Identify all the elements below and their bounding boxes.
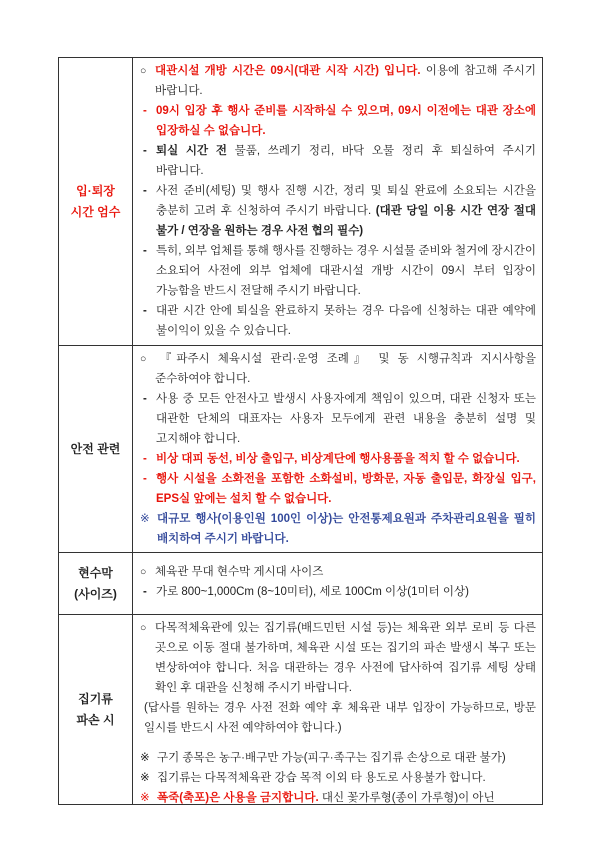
list-item (140, 562, 536, 582)
list-item (140, 509, 536, 549)
reference-mark-icon: ※ (140, 772, 150, 784)
text-segment: 이용에 참고해 주시기 바랍니다. (155, 65, 536, 97)
list-item (140, 349, 536, 389)
row-header-label: 입·퇴장 (76, 183, 115, 198)
list-item (143, 389, 536, 449)
table-row (59, 552, 542, 614)
row-header-cell (59, 346, 133, 552)
text-segment: 물품, 쓰레기 정리, 바닥 오물 정리 후 퇴실하여 주시기 바랍니다. (156, 145, 537, 177)
text-segment: 대규모 행사(이용인원 100인 이상)는 안전통제요원과 주차관리요원을 필히 배치하여 주시기 바랍니다. (157, 513, 536, 545)
circle-bullet-icon: ○ (140, 353, 147, 365)
list-item (140, 748, 536, 768)
list-item (140, 61, 536, 101)
row-header-label: 현수막 (78, 565, 113, 580)
row-header-label: 시간 엄수 (70, 204, 121, 219)
row-header-cell (59, 58, 133, 345)
row-header-label: 안전 관련 (70, 441, 121, 456)
dash-bullet-icon: - (143, 145, 147, 157)
dash-bullet-icon: - (143, 245, 147, 257)
text-segment: 체육관 무대 현수막 게시대 사이즈 (155, 566, 324, 578)
list-item (140, 768, 536, 788)
text-segment: 다목적체육관에 있는 집기류(배드민턴 시설 등)는 체육관 외부 로비 등 다른 곳으로 이동 절대 불가하며, 체육관 시설 또는 집기의 파손 발생시 복구 또는 변상하여야 합니다. 처음 대관하는 경우 사전에 답사하여 집기류 세팅 상태 확인 후 대관을 신청해 주시기 바랍니다. (155, 622, 536, 694)
text-segment: 사전 준비(세팅) 및 행사 진행 시간, 정리 및 퇴실 완료에 소요되는 시간을 충분히 고려 후 신청하여 주시기 바랍니다. (156, 185, 536, 217)
list-item (143, 141, 536, 181)
dash-bullet-icon: - (143, 453, 147, 465)
row-content-cell (133, 58, 542, 345)
dash-bullet-icon: - (143, 105, 147, 117)
list-item (143, 301, 536, 341)
row-header-label: (사이즈) (74, 586, 117, 601)
text-segment: 특히, 외부 업체를 통해 행사를 진행하는 경우 시설물 준비와 철거에 장시간이 소요되어 사전에 외부 업체에 대관시설 개방 시간이 09시 부터 입장이 가능함을 반드시 전달해 주시기 바랍니다. (156, 245, 536, 297)
row-content-cell (133, 553, 542, 614)
list-item (143, 101, 536, 141)
dash-bullet-icon: - (143, 185, 147, 197)
list-item (143, 582, 536, 602)
list-item (140, 788, 536, 804)
circle-bullet-icon: ○ (140, 622, 147, 634)
row-content-cell (133, 615, 542, 804)
dash-bullet-icon: - (143, 586, 147, 598)
row-header-cell (59, 615, 133, 804)
reference-mark-icon: ※ (140, 792, 150, 804)
text-segment: 대관시설 개방 시간은 09시(대관 시작 시간) 입니다. (155, 65, 421, 77)
circle-bullet-icon: ○ (140, 566, 147, 578)
text-segment: 대관 시간 안에 퇴실을 완료하지 못하는 경우 다음에 신청하는 대관 예약에 불이익이 있을 수 있습니다. (156, 305, 536, 337)
text-segment: 비상 대피 동선, 비상 출입구, 비상계단에 행사용품을 적치 할 수 없습니다. (156, 453, 520, 465)
dash-bullet-icon: - (143, 305, 147, 317)
text-segment: (대관 당일 이용 시간 연장 절대 불가 / 연장을 원하는 경우 사전 협의 필수) (156, 205, 536, 237)
text-segment: 사용 중 모든 안전사고 발생시 사용자에게 책임이 있으며, 대관 신청자 또는 대관한 단체의 대표자는 사용자 모두에게 관련 내용을 충분히 설명 및 고지해야 합니다. (156, 393, 536, 445)
list-item (143, 241, 536, 301)
list-item (140, 698, 536, 738)
row-content-cell (133, 346, 542, 552)
text-segment: 집기류는 다목적체육관 강습 목적 이외 타 용도로 사용불가 합니다. (157, 772, 486, 784)
text-segment: 퇴실 시간 전 (156, 145, 227, 157)
dash-bullet-icon: - (143, 473, 147, 485)
row-header-label: 집기류 (78, 691, 113, 706)
text-segment: 구기 종목은 농구·배구만 가능(피구·족구는 집기류 손상으로 대관 불가) (157, 752, 506, 764)
text-segment: 가로 800~1,000Cm (8~10미터), 세로 100Cm 이상(1미터 이상) (156, 586, 469, 598)
list-item (140, 738, 536, 748)
text-segment: 09시 입장 후 행사 준비를 시작하실 수 있으며, 09시 이전에는 대관 장소에 입장하실 수 없습니다. (156, 105, 536, 137)
text-segment: 『파주시 체육시설 관리·운영 조례』 및 동 시행규칙과 지시사항을 준수하여야 합니다. (155, 353, 536, 385)
list-item (140, 618, 536, 698)
reference-mark-icon: ※ (140, 752, 150, 764)
row-header-cell (59, 553, 133, 614)
table-row (59, 58, 542, 345)
dash-bullet-icon: - (143, 393, 147, 405)
text-segment: 대신 꽃가루형(종이 가루형)이 아닌 (318, 792, 495, 804)
rules-table (58, 57, 543, 805)
list-item (143, 449, 536, 469)
list-item (143, 469, 536, 509)
reference-mark-icon: ※ (140, 513, 150, 525)
text-segment: (답사를 원하는 경우 사전 전화 예약 후 체육관 내부 입장이 가능하므로, 방문 일시를 반드시 사전 예약하여야 합니다.) (144, 702, 536, 734)
row-header-label: 파손 시 (76, 712, 115, 727)
text-segment: 폭죽(축포)은 사용을 금지합니다. (157, 792, 319, 804)
table-row (59, 345, 542, 552)
list-item (143, 181, 536, 241)
text-segment: 행사 시설을 소화전을 포함한 소화설비, 방화문, 자동 출입문, 화장실 입구, EPS실 앞에는 설치 할 수 없습니다. (156, 473, 536, 505)
table-row (59, 614, 542, 804)
circle-bullet-icon: ○ (140, 65, 147, 77)
